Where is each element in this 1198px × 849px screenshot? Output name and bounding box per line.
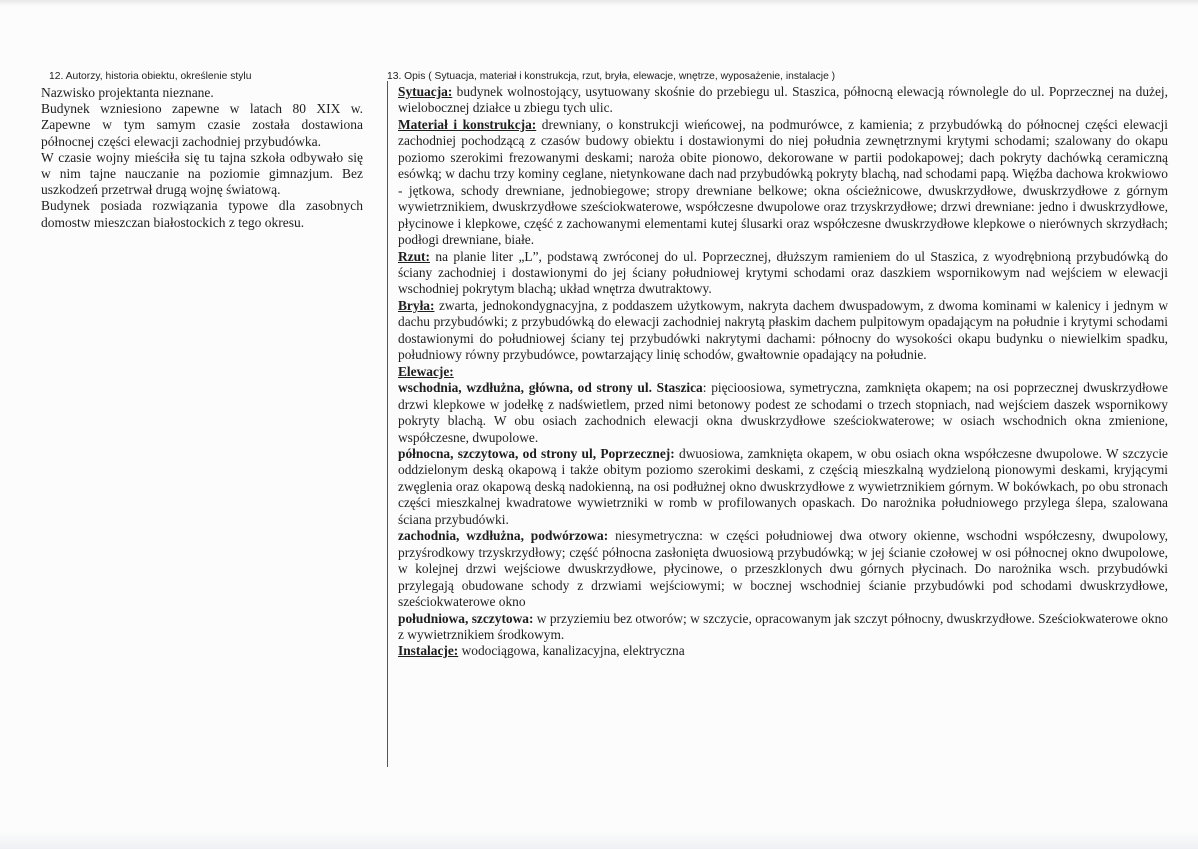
elewacja-zachodnia-paragraph bbox=[398, 528, 1168, 610]
instalacje-label: Instalacje: bbox=[398, 643, 459, 659]
elewacja-poludniowa-text: w przyziemiu bez otworów; w szczycie, opracowanym jak szczyt północny, dwuskrzydłowe. Sześciokwaterowe okno z wywietrznikiem środkowym. bbox=[398, 610, 1168, 642]
bryla-paragraph bbox=[398, 298, 1168, 364]
sytuacja-paragraph bbox=[398, 84, 1168, 117]
elewacja-zachodnia-text: niesymetryczna: w części południowej dwa otwory okienne, wschodni współczesny, dwupolowy, przyśrodkowy trzyskrzydłowy; część północna zasłonięta dwuosiową przybudówką; w jej ścianie czołowej w osi północnej okno dwupolowe, w kolejnej drzwi wejściowe dwuskrzydłowe, płycinowe, o przeszklonych dwu górnych płycinach. Do narożnika wsch. przybudówki przylegają obudowane schody z drzwiami wejściowymi; w bocznej wschodniej ścianie przybudówki pod schodami dwuskrzydłowe, sześciokwaterowe okno bbox=[398, 528, 1169, 610]
section-13-body bbox=[398, 84, 1168, 660]
sytuacja-label: Sytuacja: bbox=[398, 84, 453, 99]
style-paragraph: Budynek posiada rozwiązania typowe dla zasobnych domostw mieszczan białostockich z tego okresu. bbox=[41, 198, 363, 230]
bryla-label: Bryła: bbox=[398, 297, 435, 313]
material-label: Materiał i konstrukcja: bbox=[398, 116, 537, 132]
column-divider bbox=[387, 81, 388, 767]
elewacje-label: Elewacje: bbox=[398, 363, 454, 379]
elewacja-polnocna-paragraph bbox=[398, 446, 1168, 528]
instalacje-paragraph bbox=[398, 643, 1168, 659]
instalacje-text: wodociągowa, kanalizacyjna, elektryczna bbox=[458, 643, 685, 659]
bryla-text: zwarta, jednokondygnacyjna, z poddaszem użytkowym, nakryta dachem dwuspadowym, z dwoma kominami w kalenicy i jednym w dachu przybudówki; z przybudówką do elewacji zachodniej nakrytą płaskim dachem pulpitowym opadającym na południe i krytymi schodami dostawionymi do południowej ściany tej przybudówki nakrytymi dachami: północny do wysokości okapu budynku o niewielkim spadku, południowy równy przybudówce, powtarzający linię schodów, gwałtownie opadający na południe. bbox=[398, 297, 1168, 363]
sytuacja-text: budynek wolnostojący, usytuowany skośnie do przebiegu ul. Staszica, północną elewacją równolegle do ul. Poprzecznej na dużej, wielobocznej działce u zbiegu tych ulic. bbox=[398, 84, 1168, 116]
elewacja-wschodnia-text: : pięcioosiowa, symetryczna, zamknięta okapem; na osi poprzecznej dwuskrzydłowe drzwi klepkowe w jodełkę z nadświetlem, przed nimi betonowy podest ze schodami o trzech stopniach, nad wejściem daszek wspornikowy pokryty blachą. W obu osiach zachodnich elewacji okna dwuskrzydłowe sześciokwaterowe; w osiach wschodnich okna zmienione, współczesne, dwupolowe. bbox=[398, 380, 1168, 445]
elewacja-wschodnia-label: wschodnia, wzdłużna, główna, od strony ul. Staszica bbox=[398, 380, 703, 396]
elewacja-wschodnia-paragraph bbox=[398, 380, 1168, 446]
rzut-text: na planie liter „L”, podstawą zwróconej do ul. Poprzecznej, dłuższym ramieniem do ul Staszica, z wyodrębnioną przybudówką do ściany zachodniej i dostawionymi do jej ściany południowej krytymi schodami oraz daszkiem wspornikowym nad wejściem w elewacji wschodniej pokrytym blachą; układ wnętrza dwutraktowy. bbox=[398, 248, 1168, 297]
material-paragraph bbox=[398, 117, 1168, 249]
elewacje-heading-paragraph bbox=[398, 364, 1168, 380]
construction-date-paragraph: Budynek wzniesiono zapewne w latach 80 XIX w. Zapewne w tym samym czasie została dostawiona północnej części elewacji zachodniej przybudówka. bbox=[41, 101, 363, 149]
material-text: drewniany, o konstrukcji wieńcowej, na podmurówce, z kamienia; z przybudówką do północnej części elewacji zachodniej pochodzącą z czasów budowy obiektu i dostawionymi do niej południa zewnętrznymi krytymi schodami; szalowany do okapu poziomo szerokimi frezowanymi deskami; naroża obite pionowo, dekorowane w partii podokapowej; dach pokryty dachówką ceramiczną esówką; w dachu trzy kominy ceglane, nietynkowane dach nad przybudówką pokryty blachą, nad schodami papą. Więźba dachowa krokwiowo - jętkowa, schody drewniane, jednobiegowe; stropy drewniane belkowe; okna ościeżnicowe, dwuskrzydłowe, dwuskrzydłowe z górnym wywietrznikiem, dwuskrzydłowe sześciokwaterowe, współczesne dwupolowe oraz trzyskrzydłowe; drzwi drewniane: jedno i dwuskrzydłowe, płycinowe i klepkowe, część z zachowanymi elementami kutej ślusarki oraz współczesne dwuskrzydłowe klepkowe o nierównych skrzydłach; podłogi drewniane, białe. bbox=[398, 116, 1168, 248]
wartime-history-paragraph: W czasie wojny mieściła się tu tajna szkoła odbywało się w nim tajne nauczanie na poziomie gimnazjum. Bez uszkodzeń przetrwał drugą wojnę światową. bbox=[41, 149, 363, 198]
elewacja-poludniowa-paragraph bbox=[398, 611, 1168, 644]
elewacja-zachodnia-label: zachodnia, wzdłużna, podwórzowa: bbox=[398, 528, 609, 544]
rzut-label: Rzut: bbox=[398, 248, 430, 264]
scan-edge-bottom bbox=[0, 831, 1198, 849]
scan-edge-top bbox=[0, 0, 1198, 6]
elewacja-poludniowa-label: południowa, szczytowa: bbox=[398, 610, 534, 626]
section-13-heading: 13. Opis ( Sytuacja, materiał i konstrukcja, rzut, bryła, elewacje, wnętrze, wyposażenie, instalacje ) bbox=[387, 71, 836, 82]
elewacja-polnocna-text: dwuosiowa, zamknięta okapem, w obu osiach okna współczesne dwupolowe. W szczycie oddzielonym deską okapową i także obitym poziomo szerokimi deskami, z częścią mieszkalną wydzieloną pionowymi deskami, kryjącymi zwęglenia oraz okapową deską nadokienną, na osi podłużnej okno dwuskrzydłowe z wywietrznikiem górnym. W bokówkach, po obu stronach części mieszkalnej kwadratowe wywietrzniki w romb w profilowanych opaskach. Do narożnika południowego przylega ślepa, szalowana ściana przybudówki. bbox=[398, 445, 1169, 527]
section-12-body bbox=[41, 85, 363, 231]
designer-paragraph: Nazwisko projektanta nieznane. bbox=[41, 85, 214, 100]
section-12-heading: 12. Autorzy, historia obiektu, określenie stylu bbox=[49, 71, 252, 82]
rzut-paragraph bbox=[398, 249, 1168, 298]
elewacja-polnocna-label: północna, szczytowa, od strony ul, Poprzecznej: bbox=[398, 445, 675, 461]
